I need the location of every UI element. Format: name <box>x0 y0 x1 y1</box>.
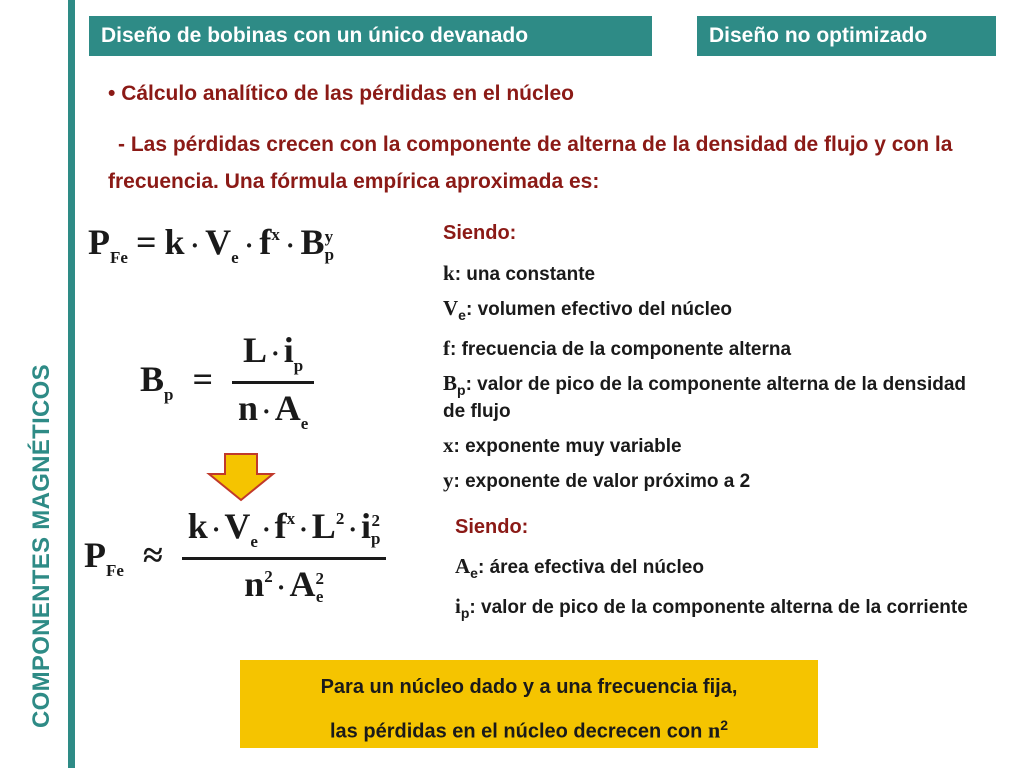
definition-k: k: una constante <box>443 261 596 285</box>
definition-ae: $A_e$: área efectiva del núcleo <box>455 554 704 581</box>
definition-y: y: exponente de valor próximo a 2 <box>443 467 751 492</box>
definition-bp: $B_p$: valor de pico de la componente alterna de la densidad de flujo <box>443 370 967 422</box>
side-accent-bar <box>68 0 75 768</box>
definition-ve: $V_e$: volumen efectivo del núcleo <box>443 296 733 323</box>
bullet-text: Cálculo analítico de las pérdidas en el núcleo <box>121 82 574 105</box>
intro-paragraph: - Las pérdidas crecen con la componente de alterna de la densidad de flujo y con la frecuencia. Una fórmula empírica aproximada es: <box>108 133 953 193</box>
where-heading-2: Siendo: <box>455 516 529 538</box>
peak-flux-formula: $B_p$ = $\frac{L \cdot i_p}{n \cdot A_e}$ <box>140 330 314 435</box>
definition-x: x: exponente muy variable <box>443 432 682 457</box>
conclusion-box <box>240 660 818 748</box>
variable-definitions-1 <box>443 262 973 504</box>
down-arrow-icon <box>205 452 277 502</box>
section-label: COMPONENTES MAGNÉTICOS <box>28 364 55 728</box>
conclusion-line-2: las pérdidas en el núcleo decrecen con $n^2$ <box>330 717 728 743</box>
where-heading-1: Siendo: <box>443 222 517 244</box>
definition-f: f: frecuencia de la componente alterna <box>443 335 792 360</box>
header-subtitle-tab: Diseño no optimizado <box>697 16 996 56</box>
header-title-tab: Diseño de bobinas con un único devanado <box>89 16 652 56</box>
variable-definitions-2 <box>455 555 975 635</box>
bullet-heading: • Cálculo analítico de las pérdidas en el núcleo <box>108 82 574 105</box>
conclusion-line-1: Para un núcleo dado y a una frecuencia fija, <box>320 676 738 698</box>
core-loss-formula: $P_{Fe} = k \cdot V_e \cdot f^x \cdot B$ y p <box>88 222 335 267</box>
definition-ip: $i_p$: valor de pico de la componente alterna de la corriente <box>455 593 968 621</box>
core-loss-approx-formula: $P_{Fe}$ ≈ $k \cdot V_e \cdot f^x \cdot L^2 \cdot i$ 2 p $n^2 \cdot A$ 2 e <box>84 506 386 611</box>
